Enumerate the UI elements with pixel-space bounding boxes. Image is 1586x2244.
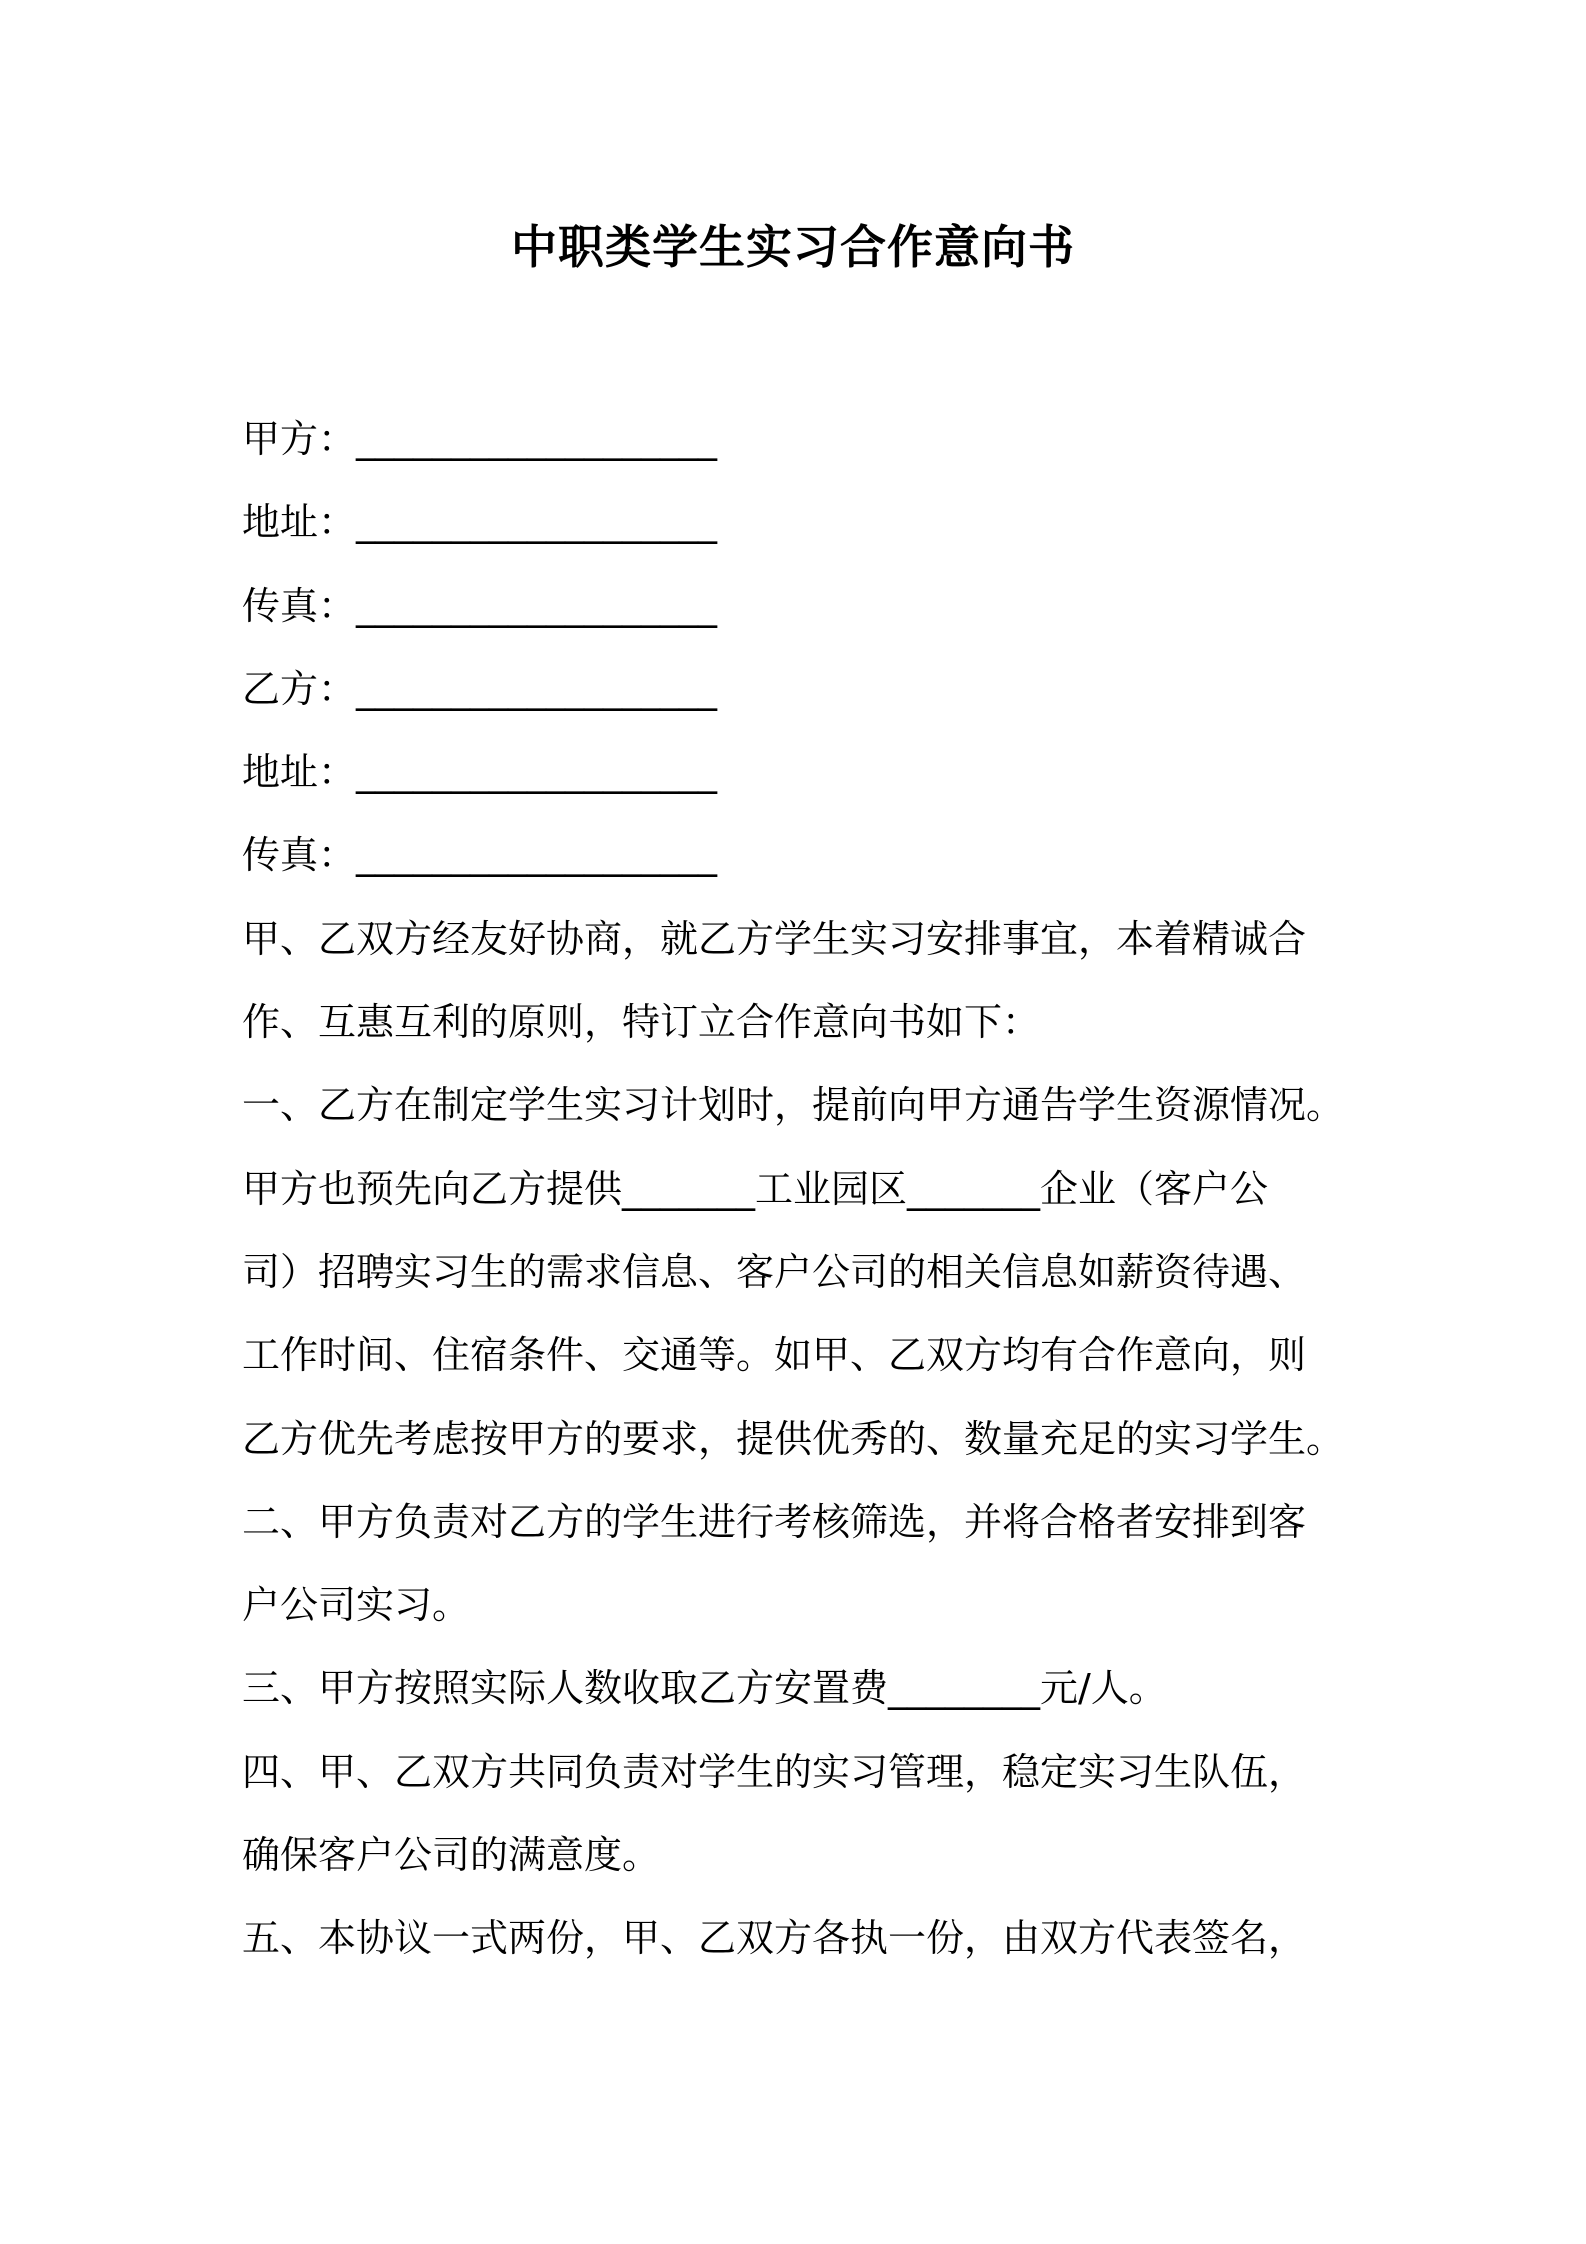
field-label: 乙方：	[242, 666, 357, 711]
field-label: 传真：	[242, 583, 357, 628]
text-line: 五、本协议一式两份，甲、乙双方各执一份，由双方代表签名，	[242, 1916, 1307, 1961]
text-line: 司）招聘实习生的需求信息、客户公司的相关信息如薪资待遇、	[242, 1249, 1307, 1294]
field-blank: ___________________	[356, 417, 718, 461]
text-line: 四、甲、乙双方共同负责对学生的实习管理，稳定实习生队伍，	[242, 1749, 1307, 1794]
field-blank: ___________________	[356, 666, 718, 711]
field-blank: ___________________	[356, 583, 718, 628]
text-line: 甲、乙双方经友好协商，就乙方学生实习安排事宜，本着精诚合	[242, 916, 1307, 961]
field-label: 传真：	[242, 833, 357, 878]
text-line: 作、互惠互利的原则，特订立合作意向书如下：	[242, 1000, 1041, 1045]
text-line: 户公司实习。	[242, 1583, 471, 1628]
field-party-b	[242, 648, 1362, 731]
field-label: 地址：	[242, 500, 357, 545]
field-blank: ___________________	[356, 833, 718, 878]
text-line: 甲方也预先向乙方提供_______工业园区_______企业（客户公	[242, 1166, 1269, 1211]
field-blank: ___________________	[356, 750, 718, 795]
field-label: 甲方：	[242, 417, 357, 461]
field-label: 地址：	[242, 750, 357, 795]
text-line: 二、甲方负责对乙方的学生进行考核筛选，并将合格者安排到客	[242, 1499, 1307, 1544]
text-line: 三、甲方按照实际人数收取乙方安置费________元/人。	[242, 1666, 1167, 1711]
field-party-a-fax	[242, 565, 1362, 648]
text-line: 确保客户公司的满意度。	[242, 1833, 661, 1878]
field-blank: ___________________	[356, 500, 718, 545]
field-party-a	[242, 398, 1362, 481]
text-line: 一、乙方在制定学生实习计划时，提前向甲方通告学生资源情况。	[242, 1083, 1345, 1128]
document-body	[242, 398, 1362, 1981]
text-line: 乙方优先考虑按甲方的要求，提供优秀的、数量充足的实习学生。	[242, 1416, 1345, 1461]
text-line: 工作时间、住宿条件、交通等。如甲、乙双方均有合作意向，则	[242, 1333, 1307, 1378]
field-party-a-address	[242, 481, 1362, 564]
document-title: 中职类学生实习合作意向书	[511, 220, 1075, 274]
field-party-b-fax	[242, 814, 1362, 897]
field-party-b-address	[242, 731, 1362, 814]
